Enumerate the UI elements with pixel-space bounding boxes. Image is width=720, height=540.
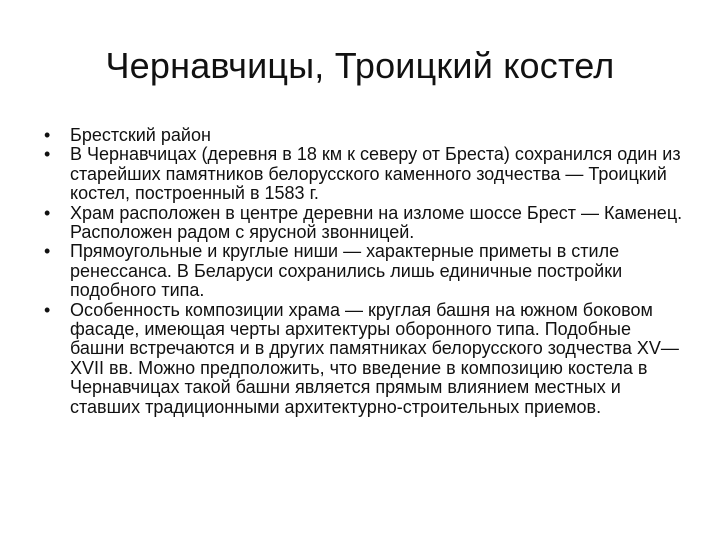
bullet-marker: • bbox=[44, 299, 51, 320]
bullet-text: Брестский район bbox=[70, 125, 211, 145]
bullet-list bbox=[44, 126, 684, 417]
bullet-item-4 bbox=[44, 242, 684, 300]
slide-title: Чернавчицы, Троицкий костел bbox=[105, 45, 615, 86]
bullet-item-5 bbox=[44, 301, 684, 417]
bullet-text: Прямоугольные и круглые ниши — характерные приметы в стиле ренессанса. В Беларуси сохранились лишь единичные постройки подобного типа. bbox=[70, 241, 623, 301]
bullet-marker: • bbox=[44, 144, 51, 165]
bullet-marker: • bbox=[44, 241, 51, 262]
bullet-item-3 bbox=[44, 204, 684, 243]
bullet-text: Храм расположен в центре деревни на изломе шоссе Брест — Каменец. Расположен радом с ярусной звонницей. bbox=[70, 202, 683, 243]
bullet-text: В Чернавчицах (деревня в 18 км к северу от Бреста) сохранился один из старейших памятников белорусского каменного зодчества — Троицкий костел, построенный в 1583 г. bbox=[70, 144, 681, 204]
bullet-marker: • bbox=[44, 125, 51, 145]
bullet-item-1 bbox=[44, 126, 684, 145]
bullet-text: Особенность композиции храма — круглая башня на южном боковом фасаде, имеющая черты архитектуры оборонного типа. Подобные башни встречаются и в других памятниках белорусского зодчества XV—XVII вв. Можно предположить, что введение в композицию костела в Чернавчицах такой башни является прямым влиянием местных и ставших традиционными архитектурно-строительных приемов. bbox=[70, 299, 679, 417]
bullet-item-2 bbox=[44, 145, 684, 203]
bullet-marker: • bbox=[44, 202, 51, 223]
